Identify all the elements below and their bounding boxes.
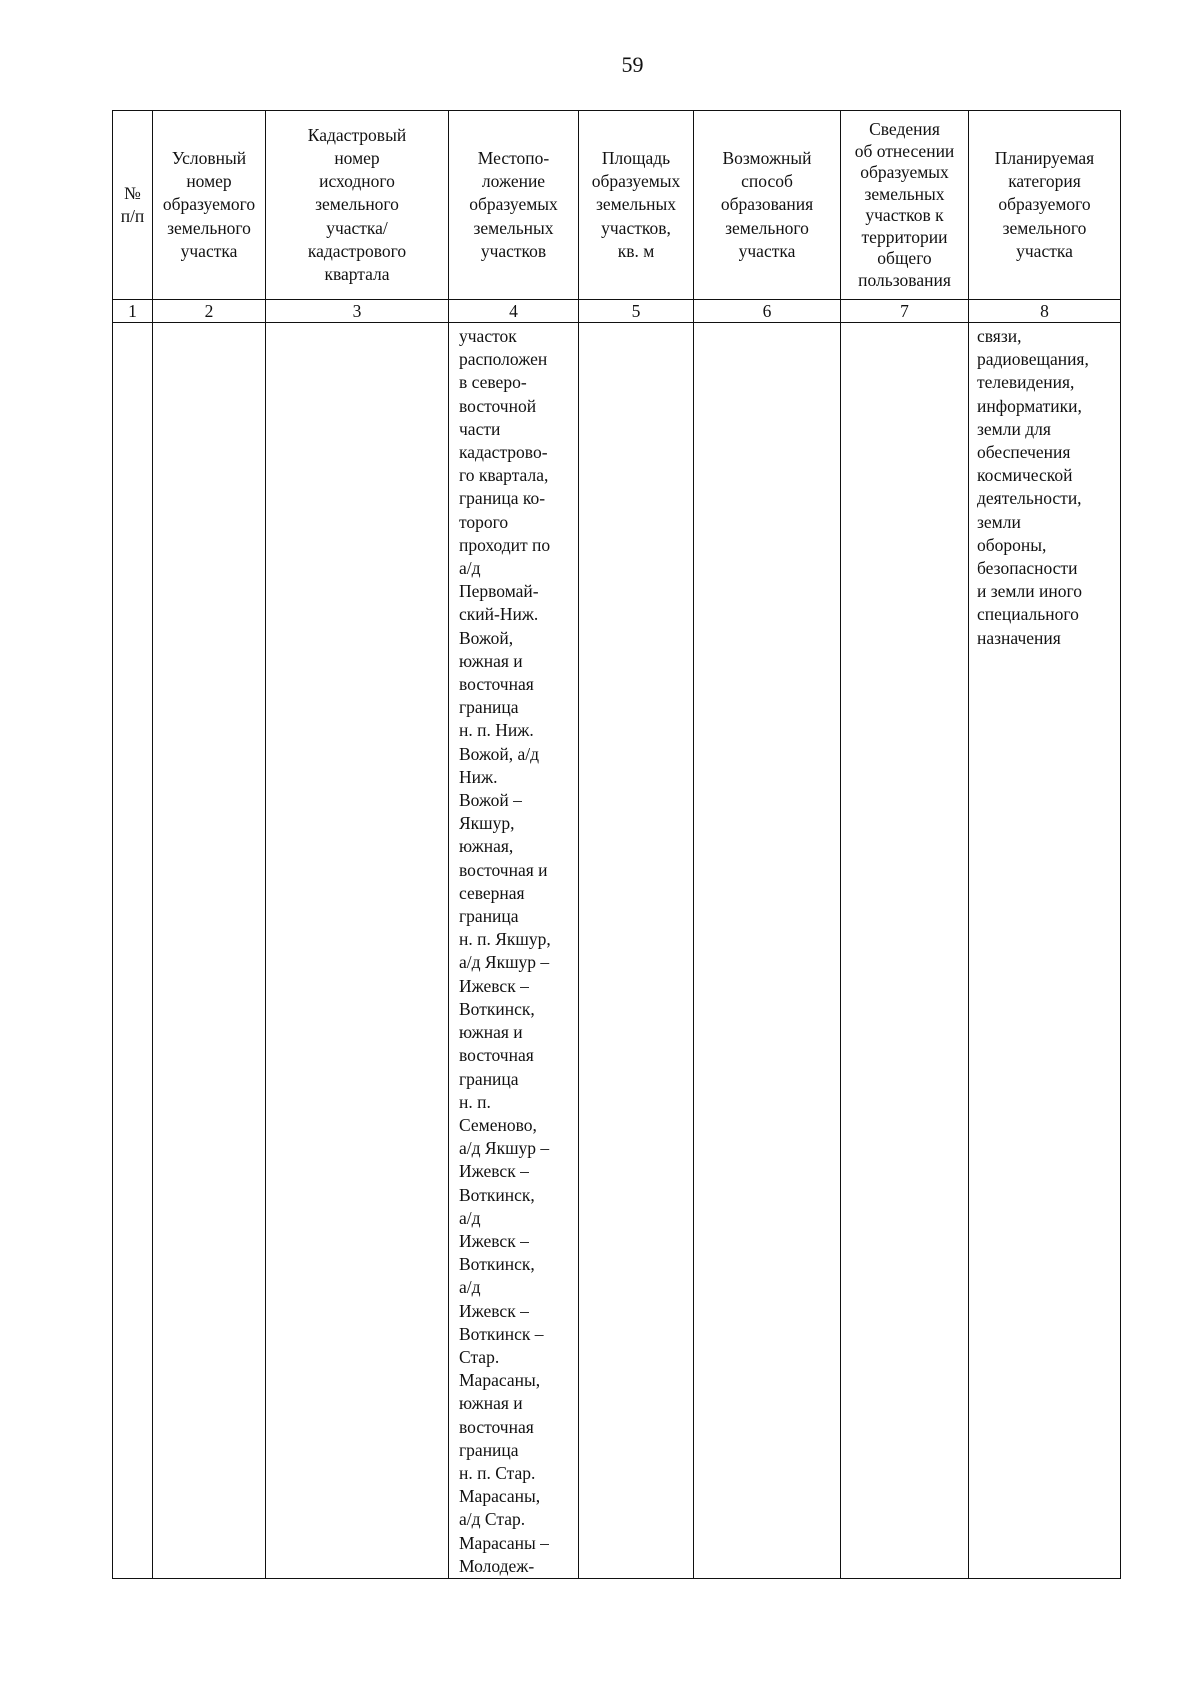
column-number: 4 [449,300,579,323]
cell-planned-category [969,323,1121,1579]
cell-formation-method [694,323,841,1579]
header-number: № п/п [113,111,153,300]
header-row [113,111,1121,300]
header-area: Площадь образуемых земельных участков, кв. м [579,111,694,300]
header-planned-category: Планируемая категория образуемого земельного участка [969,111,1121,300]
column-number: 5 [579,300,694,323]
land-plots-table [112,110,1121,1579]
category-text: связи, радиовещания, телевидения, информатики, земли для обеспечения космической деятельности, земли обороны, безопасности и земли иного специального назначения [977,326,1089,648]
column-number: 1 [113,300,153,323]
cell-conditional-number [153,323,266,1579]
table-row [113,323,1121,1579]
cell-area [579,323,694,1579]
column-number: 3 [266,300,449,323]
cell-location [449,323,579,1579]
location-text: участок расположен в северо- восточной части кадастрово- го квартала, граница ко- торого проходит по а/д Первомай- ский-Ниж. Вожой, южная и восточная граница н. п. Ниж. Вожой, а/д Ниж. Вожой – Якшур, южная, восточная и северная граница н. п. Якшур, а/д Якшур – Ижевск – Воткинск, южная и восточная граница н. п. Семеново, а/д Якшур – Ижевск – Воткинск, а/д Ижевск – Воткинск, а/д Ижевск – Воткинск – Стар. Марасаны, южная и восточная граница н. п. Стар. Марасаны, а/д Стар. Марасаны – Молодеж- [459,326,551,1576]
column-number: 2 [153,300,266,323]
cell-number [113,323,153,1579]
cell-public-use [841,323,969,1579]
page-number: 59 [621,52,644,77]
column-number-row [113,300,1121,323]
header-formation-method: Возможный способ образования земельного участка [694,111,841,300]
cell-cadastral-number [266,323,449,1579]
header-public-use: Сведения об отнесении образуемых земельных участков к территории общего пользования [841,111,969,300]
header-conditional-number: Условный номер образуемого земельного участка [153,111,266,300]
column-number: 7 [841,300,969,323]
header-cadastral-number: Кадастровый номер исходного земельного участка/ кадастрового квартала [266,111,449,300]
header-location: Местопо- ложение образуемых земельных участков [449,111,579,300]
column-number: 8 [969,300,1121,323]
column-number: 6 [694,300,841,323]
